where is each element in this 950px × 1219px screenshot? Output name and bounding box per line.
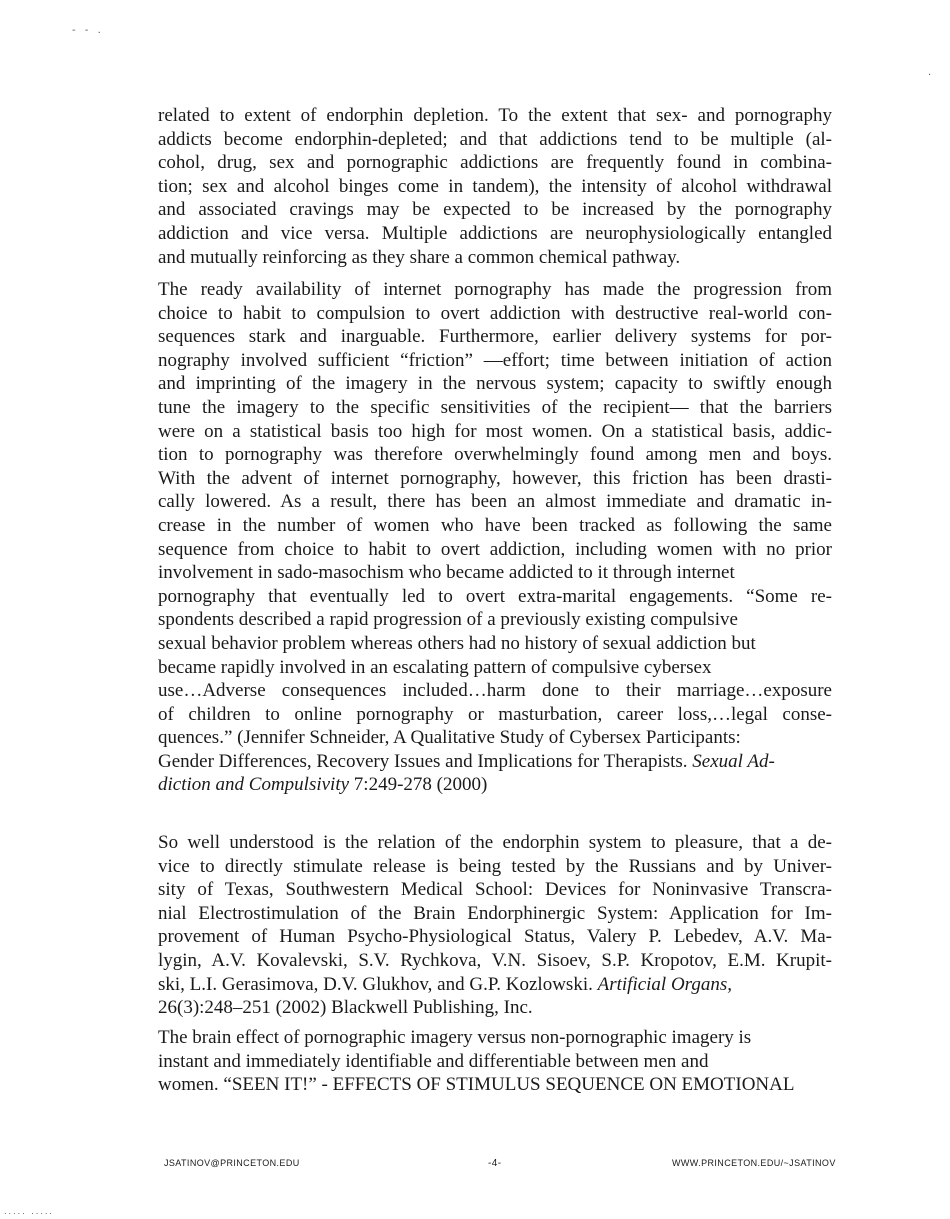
- text-line: The ready availability of internet pornography has made the progression from: [158, 279, 832, 300]
- paragraph-endorphin-depletion: [158, 104, 832, 269]
- scan-artifact-mark: ..... .....: [4, 1207, 54, 1216]
- text-line: were on a statistical basis too high for most women. On a statistical basis, addic-: [158, 420, 832, 442]
- citation-journal: diction and Compulsivity: [158, 774, 350, 796]
- footer-email: JSATINOV@PRINCETON.EDU: [164, 1158, 300, 1168]
- scan-artifact-mark: ‐ ‐ .: [72, 25, 104, 36]
- text-line: With the advent of internet pornography, however, this friction has been drasti-: [158, 467, 832, 489]
- text-line: women. “SEEN IT!” - EFFECTS OF STIMULUS SEQUENCE ON EMOTIONAL: [158, 1074, 795, 1096]
- text-line: 26(3):248–251 (2002) Blackwell Publishing, Inc.: [158, 997, 533, 1019]
- text-line: lygin, A.V. Kovalevski, S.V. Rychkova, V.N. Sisoev, S.P. Kropotov, E.M. Krupit-: [158, 949, 832, 971]
- text-line: crease in the number of women who have been tracked as following the same: [158, 514, 832, 536]
- text-line: and associated cravings may be expected to be increased by the pornography: [158, 199, 832, 221]
- text-line: and mutually reinforcing as they share a common chemical pathway.: [158, 246, 681, 268]
- citation-volume: 7:249-278 (2000): [349, 774, 488, 796]
- text-line: vice to directly stimulate release is being tested by the Russians and by Univer-: [158, 855, 832, 877]
- text-segment: Gender Differences, Recovery Issues and Implications for Therapists.: [158, 750, 693, 772]
- text-line: pornography that eventually led to overt extra-marital engagements. “Some re-: [158, 585, 832, 607]
- citation-journal: Sexual Ad-: [692, 750, 775, 772]
- paragraph-internet-pornography: [158, 278, 832, 797]
- text-line: The brain effect of pornographic imagery versus non-pornographic imagery is: [158, 1027, 752, 1048]
- footer-page-number: -4-: [488, 1158, 502, 1169]
- text-line: and imprinting of the imagery in the nervous system; capacity to swiftly enough: [158, 373, 832, 395]
- text-line: [158, 773, 832, 797]
- text-line: became rapidly involved in an escalating pattern of compulsive cybersex: [158, 656, 712, 678]
- text-line: sity of Texas, Southwestern Medical School: Devices for Noninvasive Transcra-: [158, 879, 832, 901]
- text-line: of children to online pornography or masturbation, career loss,…legal conse-: [158, 703, 832, 725]
- text-line: tion to pornography was therefore overwhelmingly found among men and boys.: [158, 444, 832, 466]
- text-line: related to extent of endorphin depletion. To the extent that sex- and pornography: [158, 105, 832, 126]
- text-line: provement of Human Psycho-Physiological Status, Valery P. Lebedev, A.V. Ma-: [158, 926, 832, 948]
- text-line: sequence from choice to habit to overt addiction, including women with no prior: [158, 538, 832, 560]
- text-line: choice to habit to compulsion to overt addiction with destructive real-world con-: [158, 302, 832, 324]
- text-line: spondents described a rapid progression of a previously existing compulsive: [158, 609, 738, 631]
- footer-website: WWW.PRINCETON.EDU/~JSATINOV: [672, 1158, 836, 1168]
- text-line: addicts become endorphin-depleted; and that addictions tend to be multiple (al-: [158, 128, 832, 150]
- text-line: use…Adverse consequences included…harm done to their marriage…exposure: [158, 680, 832, 702]
- paragraph-electrostimulation: [158, 831, 832, 1020]
- text-line: sequences stark and inarguable. Furthermore, earlier delivery systems for por-: [158, 326, 832, 348]
- paragraph-brain-effect: [158, 1026, 832, 1097]
- text-line: [158, 973, 832, 997]
- text-line: instant and immediately identifiable and differentiable between men and: [158, 1050, 709, 1072]
- text-line: quences.” (Jennifer Schneider, A Qualitative Study of Cybersex Participants:: [158, 727, 741, 749]
- text-line: addiction and vice versa. Multiple addictions are neurophysiologically entangled: [158, 222, 832, 244]
- text-line: [158, 750, 832, 774]
- text-line: cohol, drug, sex and pornographic addictions are frequently found in combina-: [158, 152, 832, 174]
- citation-journal: Artificial Organs,: [597, 973, 733, 995]
- scan-artifact-mark: .: [928, 67, 932, 78]
- text-line: tion; sex and alcohol binges come in tandem), the intensity of alcohol withdrawal: [158, 175, 832, 197]
- text-line: cally lowered. As a result, there has been an almost immediate and dramatic in-: [158, 491, 832, 513]
- text-line: sexual behavior problem whereas others had no history of sexual addiction but: [158, 632, 756, 654]
- text-line: involvement in sado-masochism who became addicted to it through internet: [158, 562, 735, 584]
- text-line: So well understood is the relation of the endorphin system to pleasure, that a de-: [158, 832, 832, 853]
- text-line: tune the imagery to the specific sensitivities of the recipient— that the barriers: [158, 396, 832, 418]
- text-segment: ski, L.I. Gerasimova, D.V. Glukhov, and G.P. Kozlowski.: [158, 973, 598, 995]
- text-line: nial Electrostimulation of the Brain Endorphinergic System: Application for Im-: [158, 902, 832, 924]
- text-line: nography involved sufficient “friction” —effort; time between initiation of action: [158, 349, 832, 371]
